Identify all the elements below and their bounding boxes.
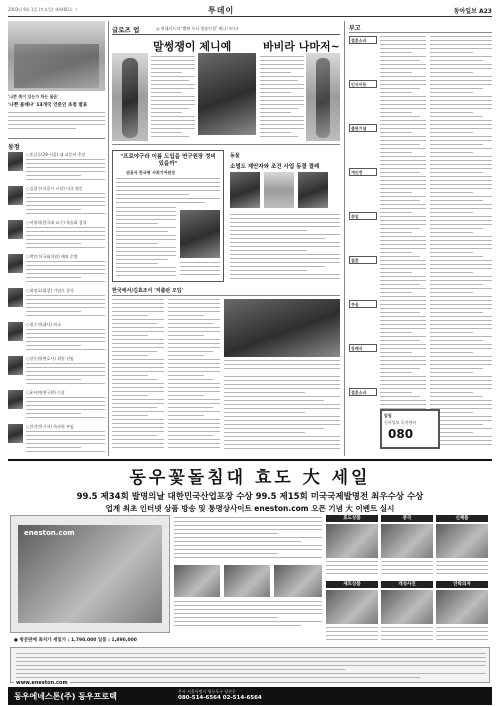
ad-cell-title: 신제품	[436, 515, 488, 522]
notice-label: 결혼소식	[351, 389, 367, 395]
ad-cell-text	[436, 627, 488, 643]
ad-subtitle-2: 업계 최초 인터넷 상품 방송 및 통명상사이트 eneston.com 오픈 기념 大 이벤트 실시	[105, 504, 395, 513]
entry-portrait	[8, 152, 23, 171]
people-entry: ○이영희(한국대 교수) 학술회 참석	[26, 220, 87, 225]
people-entry: ○강동원(변호사) 위원 선임	[26, 356, 74, 361]
ad-cell-text	[326, 561, 378, 577]
photo-caption: '나쁜 쪽이 있는가 하는 물음'	[8, 94, 59, 99]
notice-label: 인사이동	[351, 81, 367, 87]
people-entry-body	[26, 159, 105, 185]
column-body	[116, 207, 176, 279]
people-entry-body	[26, 261, 105, 287]
portrait-man	[198, 53, 256, 135]
portrait-woman-right-figure	[316, 58, 330, 138]
people-entry-body	[26, 227, 105, 253]
ad-cell-title: 세트상품	[326, 581, 378, 588]
ad-cell-photo	[436, 524, 488, 558]
people-entry: ○윤서연(연구원) 수상	[26, 390, 65, 395]
ad-photo-3	[274, 565, 322, 597]
middle-article-label: 동물	[230, 153, 240, 159]
newspaper-page	[8, 4, 492, 703]
ad-cell-photo	[326, 590, 378, 624]
right-column-text-a	[380, 36, 426, 451]
ad-cell-text	[436, 561, 488, 577]
left-caption-body	[8, 112, 105, 134]
feature-text-left	[151, 56, 195, 140]
ad-title: 동우꽃돌침대 효도 大 세일	[129, 468, 371, 488]
notice-label: 결혼	[351, 257, 359, 263]
notice-label: 개인전	[351, 169, 363, 175]
entry-portrait	[8, 186, 23, 205]
entry-portrait	[8, 322, 23, 341]
notice-label: 출판기념	[351, 125, 367, 131]
column-title: "프로야구라 이름 도입을 연구원장 정비 있을까"	[120, 154, 216, 167]
feature-text-right	[260, 56, 304, 140]
notice-text: 동아일보 독자센터	[384, 420, 417, 425]
ad-footer-url[interactable]: www.eneston.com	[16, 680, 68, 686]
feature-kicker-note: ◎ 현대카드의 '빨판 두나 방송인경' 제니 마이크	[156, 26, 239, 31]
ad-subtitle-1: 99.5 제34회 발명의날 대한민국산업포장 수상 99.5 제15회 미국국제발명전 최우수상 수상	[76, 492, 424, 502]
advertisement	[8, 459, 492, 703]
entry-portrait	[8, 356, 23, 375]
ad-cell-photo	[326, 524, 378, 558]
page-number: 동아일보 A23	[453, 8, 492, 15]
section-title: 투데이	[208, 6, 235, 15]
feature-headline-right: 바비라 나마저~	[263, 40, 340, 53]
ad-cell-title: 개성사진	[381, 581, 433, 588]
notice-number: 080	[388, 427, 414, 441]
feature-box	[112, 34, 340, 35]
ad-photo-2	[224, 565, 270, 597]
entry-portrait	[8, 220, 23, 239]
people-entry: ○박민수(국회의원) 해외 순방	[26, 254, 78, 259]
people-entry-body	[26, 329, 105, 355]
ad-cell-photo	[381, 524, 433, 558]
group-event-caption	[224, 360, 340, 372]
people-entry-body	[26, 193, 105, 219]
middle-article-body	[230, 214, 340, 284]
entry-portrait	[8, 288, 23, 307]
people-entry: ○홍길동(29·서울) 대 교문의 총장	[26, 152, 86, 157]
ad-price-line: ● 방문판매 최저가 세일가 : 1,790,000 일품 : 1,890,000	[14, 638, 137, 643]
column-body-top	[116, 178, 220, 206]
ad-footer-brand: 동우에네스톤(주) 동우프로텍	[14, 692, 117, 701]
notice-label: 취임	[351, 213, 359, 219]
columnist-portrait	[180, 210, 220, 258]
middle-article-headline: 소멸도 제안자와 조건 사업 동결 결레	[230, 164, 320, 170]
notice-label: 결혼소식	[351, 37, 367, 43]
people-entry-body	[26, 363, 105, 389]
ad-cell-text	[381, 627, 433, 643]
feature-headline-left: 말썽쟁이 제니예	[153, 40, 232, 53]
column-body-tail	[180, 262, 220, 280]
ad-photo-1	[174, 565, 220, 597]
entry-portrait	[8, 424, 23, 443]
date-line: 2003년 6월 1일 (토요일) 제4460호 ㄱ	[8, 7, 78, 12]
feature-kicker: 글로즈 업	[112, 26, 140, 34]
ad-bed-photo	[18, 525, 162, 623]
lower-left-body	[112, 299, 164, 454]
group-event-photo	[224, 299, 340, 357]
people-entry: ○최정호(회장) 기념식 참석	[26, 288, 74, 293]
entry-portrait	[8, 254, 23, 273]
ad-cell-title: 효도상품	[326, 515, 378, 522]
ad-cell-title: 안락의자	[436, 581, 488, 588]
people-entry-body	[26, 397, 105, 423]
ad-footer-tel: 080-514-6564 02-514-6564	[178, 695, 262, 701]
lower-left-headline: 한국에서/김효조이 '저출판 모임'	[112, 288, 184, 294]
middle-portrait-3	[298, 172, 328, 208]
portrait-woman-left-figure	[122, 58, 138, 138]
notice-label: 장례식	[351, 345, 363, 351]
ad-footer-address: 본사 서울특별시 영등포구 당산동	[178, 689, 236, 694]
notice-small: 알림	[384, 413, 392, 418]
people-header: 동정	[8, 144, 20, 151]
ad-cell-title: 중국	[381, 515, 433, 522]
people-entry: ○한지민(기자) 특파원 부임	[26, 424, 74, 429]
lower-right-body	[224, 376, 340, 454]
ad-cell-photo	[436, 590, 488, 624]
ad-middle-text-2	[174, 601, 322, 631]
entry-portrait	[8, 390, 23, 409]
running-head	[8, 4, 492, 17]
middle-portrait-2	[264, 172, 294, 208]
left-caption-title: '나쁜 몸매냐' 13개국 언론인 초청 발표	[8, 103, 88, 108]
ad-cell-photo	[381, 590, 433, 624]
people-entry-body	[26, 431, 105, 457]
ad-image-url[interactable]: eneston.com	[24, 529, 75, 537]
ad-cell-text	[381, 561, 433, 577]
group-photo-overlay	[14, 44, 99, 88]
people-entry: ○정수진(대사) 귀국	[26, 322, 61, 327]
ad-info-text	[16, 653, 486, 681]
ad-middle-text	[174, 517, 322, 561]
people-entry: ○김철수(서울시 시장) 미국 방문	[26, 186, 83, 191]
right-column-text-b	[430, 36, 492, 451]
middle-portrait-1	[230, 172, 260, 208]
people-entry-body	[26, 295, 105, 321]
ad-cell-text	[326, 627, 378, 643]
lower-left-body-2	[168, 299, 220, 454]
right-column-header: 부고	[349, 25, 361, 32]
column-byline: 권용식 한국형 사회기여원장	[126, 170, 176, 175]
notice-label: 부음	[351, 301, 359, 307]
ad-footer	[8, 687, 492, 705]
